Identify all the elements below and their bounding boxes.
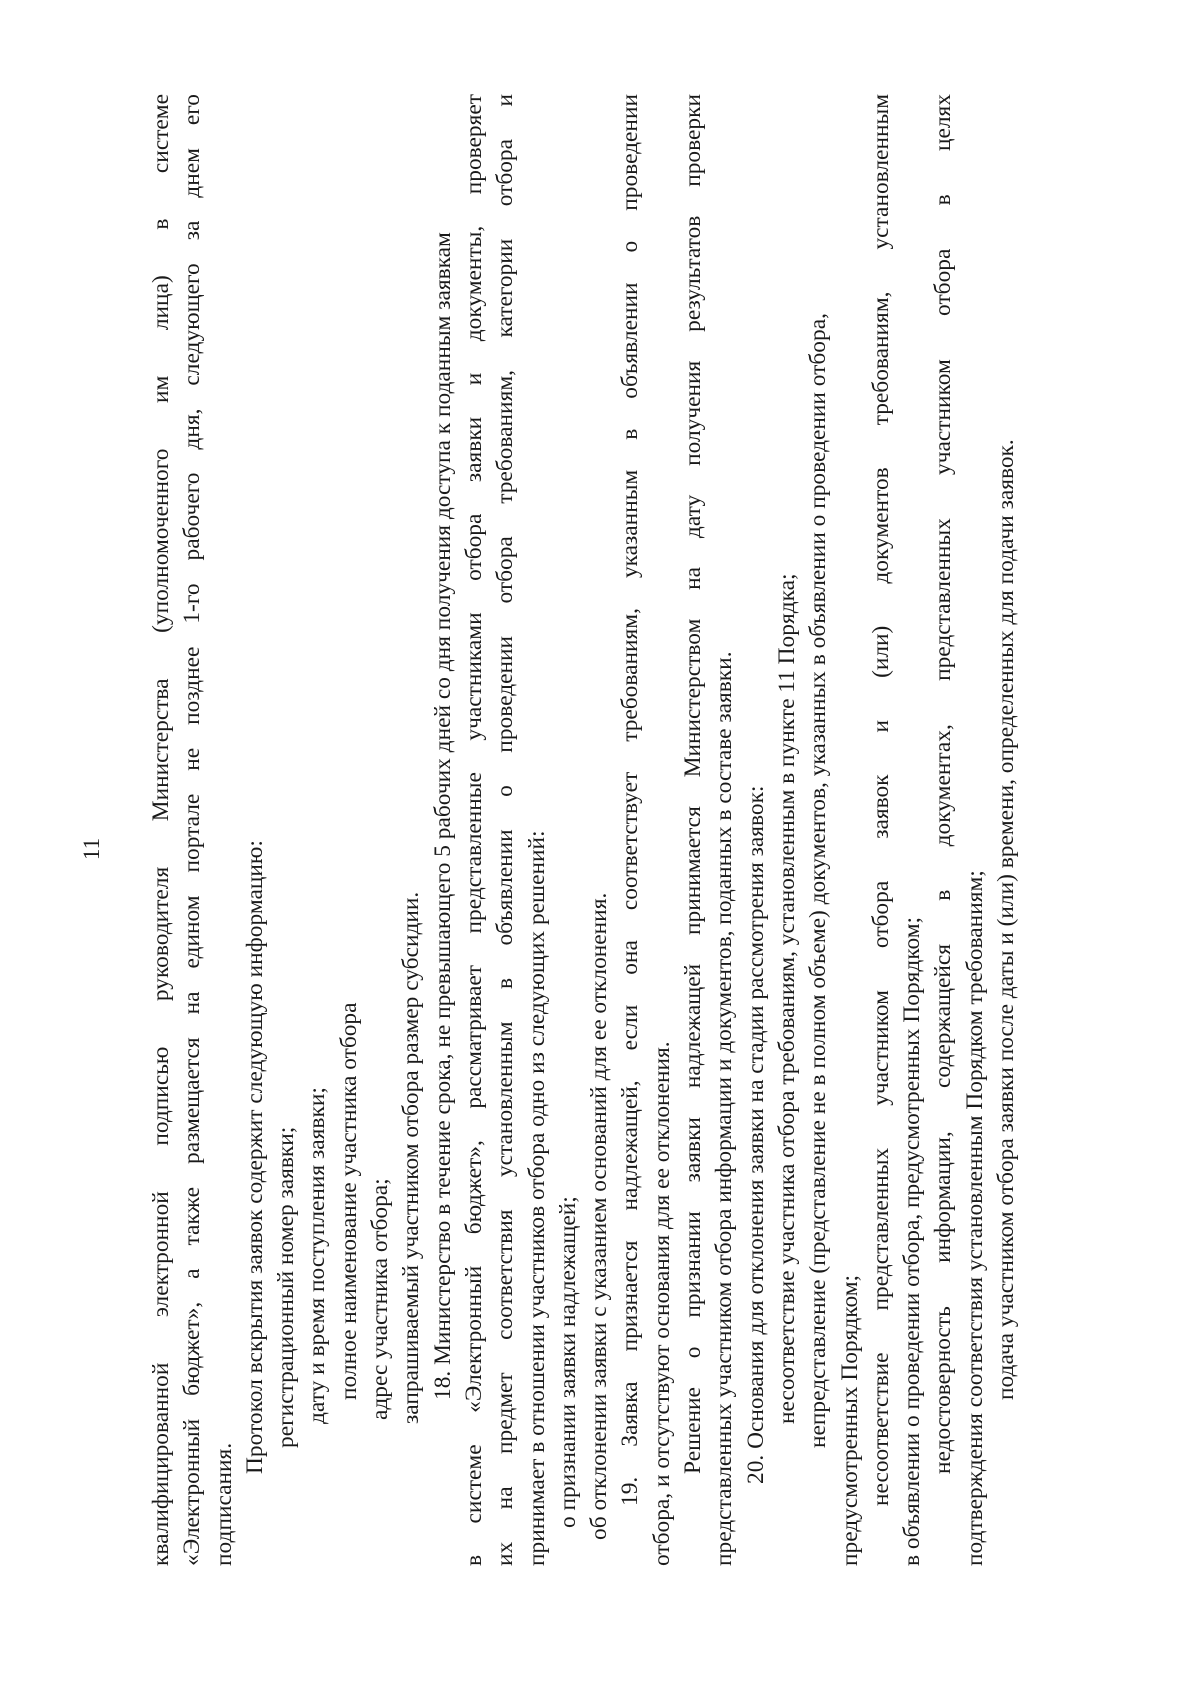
text-line: принимает в отношении участников отбора одно из следующих решений: — [523, 830, 550, 1566]
text-line: 20. Основания для отклонения заявки на стадии рассмотрения заявок: — [742, 785, 769, 1484]
text-line: представленных участником отбора информации и документов, поданных в составе заявки. — [711, 651, 738, 1566]
text-line: об отклонении заявки с указанием оснований для ее отклонения. — [586, 892, 613, 1540]
text-line: полное наименование участника отбора — [335, 1002, 362, 1400]
text-line: о признании заявки надлежащей; — [554, 1196, 581, 1528]
text-line: в системе «Электронный бюджет», рассматривает представленные участниками отбора заявки и документы, проверяет — [460, 94, 487, 1566]
text-line: 18. Министерство в течение срока, не превышающего 5 рабочих дней со дня получения доступа к поданным заявкам — [429, 232, 456, 1400]
text-line: квалифицированной электронной подписью руководителя Министерства (уполномоченного им лица) в системе — [148, 94, 174, 1566]
text-line: адрес участника отбора; — [367, 1178, 394, 1420]
text-line: несоответствие представленных участником отбора заявок и (или) документов требованиям, установленным — [867, 94, 894, 1506]
text-line: регистрационный номер заявки; — [273, 1126, 300, 1448]
text-line: в объявлении о проведении отбора, предусмотренных Порядком; — [899, 916, 926, 1566]
document-body — [146, 94, 1086, 1566]
page-number: 11 — [79, 837, 104, 861]
text-line: подача участником отбора заявки после даты и (или) времени, определенных для подачи заявок. — [993, 439, 1020, 1400]
text-line: отбора, и отсутствуют основания для ее отклонения. — [648, 1041, 675, 1566]
text-line: подписания. — [210, 1442, 237, 1566]
text-line: непредставление (представление не в полном объеме) документов, указанных в объявлении о проведении отбора, — [805, 313, 832, 1448]
text-line: недостоверность информации, содержащейся в документах, представленных участником отбора в целях — [930, 94, 957, 1474]
text-line: предусмотренных Порядком; — [836, 1274, 863, 1566]
text-line: несоответствие участника отбора требованиям, установленным в пункте 11 Порядка; — [773, 573, 800, 1424]
text-line: Решение о признании заявки надлежащей принимается Министерством на дату получения результатов проверки — [680, 94, 707, 1474]
text-line: «Электронный бюджет», а также размещается на едином портале не позднее 1-го рабочего дня, следующего за днем его — [179, 94, 206, 1566]
text-line: дату и время поступления заявки; — [304, 1087, 331, 1424]
text-line: запрашиваемый участником отбора размер субсидии. — [398, 891, 425, 1424]
text-line: подтверждения соответствия установленным Порядком требованиям; — [961, 870, 988, 1566]
text-line: их на предмет соответствия установленным в объявлении о проведении отбора требованиям, категории отбора и — [492, 94, 519, 1566]
text-line: Протокол вскрытия заявок содержит следующую информацию: — [241, 840, 268, 1474]
text-line: 19. Заявка признается надлежащей, если она соответствует требованиям, указанным в объявлении о проведении — [617, 94, 644, 1506]
